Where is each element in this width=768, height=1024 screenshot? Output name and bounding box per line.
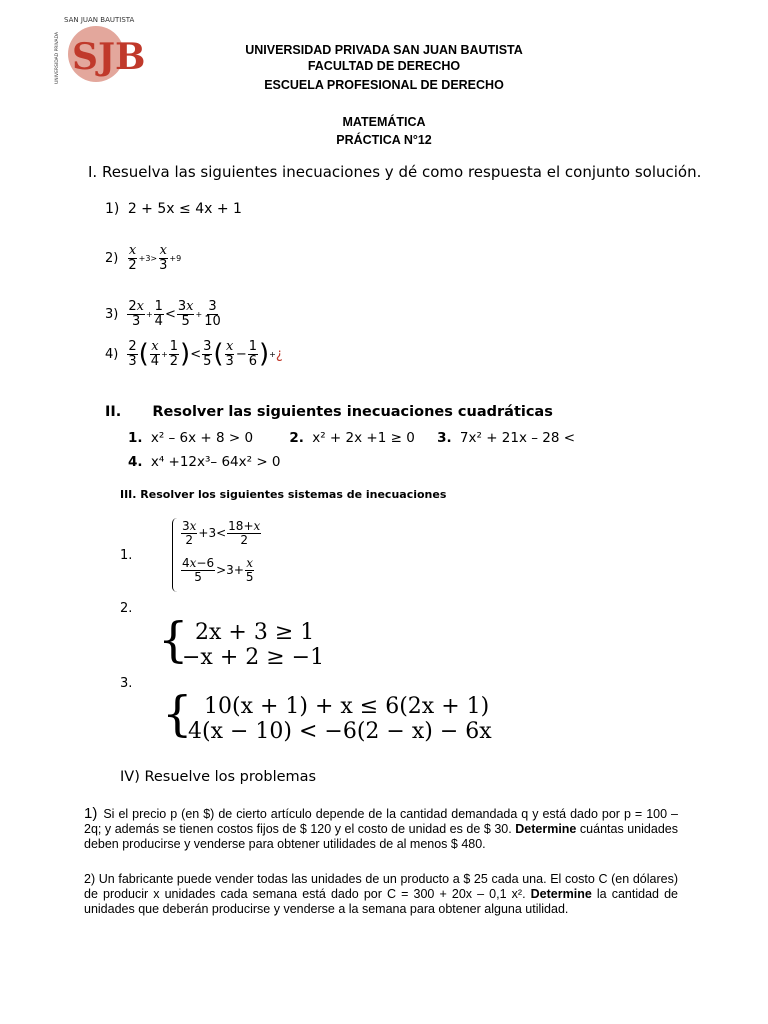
system-2-line1: 2x + 3 ≥ 1 [195,620,315,645]
system-2-brace: { [158,612,189,668]
section2-heading [105,404,553,420]
quad-2: x² + 2x +1 ≥ 0 [312,430,415,446]
system-2-line2: −x + 2 ≥ −1 [182,645,325,670]
quad-4: x⁴ +12x³– 64x² > 0 [150,454,281,470]
ineq-1-expr: 2 + 5x ≤ 4x + 1 [127,201,242,217]
quad-row-2 [128,454,281,470]
ineq-1-num: 1) [105,201,120,217]
header-line1: UNIVERSIDAD PRIVADA SAN JUAN BAUTISTA [245,43,523,57]
problem-2-text: 2) Un fabricante puede vender todas las unidades de un producto a $ 25 cada una. El costo C (en dólares) de producir x unidades cada semana está dado por C = 300 + 20x – 0,1 x². [84,872,678,901]
section4-title: IV) Resuelve los problemas [120,769,317,785]
logo-side: UNIVERSIDAD PRIVADA [55,31,60,84]
system-3-num: 3. [120,676,133,691]
header-line3: ESCUELA PROFESIONAL DE DERECHO [264,78,504,92]
section2-title: Resolver las siguientes inecuaciones cuadráticas [152,404,553,420]
problem-1-text: Si el precio p (en $) de cierto artículo depende de la cantidad demandada q y está dado por p = 100 – 2q; y además se tienen costos fijos de $ 120 y el costo de unidad es de $ 30. [84,807,678,836]
section2-num: II. [105,404,122,420]
quad-1-num: 1. [128,430,143,446]
quad-2-num: 2. [289,430,304,446]
system-1-line1: $\frac{3x}{2}$ +3< $\frac{18+x}{2}$ [182,519,261,547]
quad-3: 7x² + 21x – 28 < [459,430,576,446]
system-3-line2: 4(x − 10) < −6(2 − x) − 6x [188,719,492,744]
header-line2: FACULTAD DE DERECHO [307,59,461,73]
quad-4-num: 4. [128,454,143,470]
quad-row-1 [128,430,575,446]
problem-2-bold: Determine [530,887,592,901]
system-1-num: 1. [120,548,133,563]
problem-1-bold: Determine [515,822,577,836]
system-3-line1: 10(x + 1) + x ≤ 6(2x + 1) [204,694,490,719]
quad-1: x² – 6x + 8 > 0 [150,430,254,446]
logo-brand: SAN JUAN BAUTISTA [64,16,135,24]
ineq-2-num: 2) [105,250,119,266]
problem-1-rest: cuántas unidades deben producirse y venderse para obtener utilidades de al menos $ 480. [84,822,678,851]
quad-3-num: 3. [437,430,452,446]
ineq-3-num: 3) [105,306,119,322]
system-3-brace: { [162,686,193,742]
logo-mark: SJB [72,36,146,78]
ineq-3: 3) $\frac{2x}{3}$ + $\frac{1}{4}$ < $\frac{3x}{5}$ + $\frac{3}{10}$ [105,299,221,329]
system-1-line2: $\frac{4x-6}{5}$ >3+ $\frac{x}{5}$ [182,556,254,584]
ineq-4: 4) $\frac{2}{3}$ ( $\frac{x}{4}$ + $\frac{1}{2}$ ) < $\frac{3}{5}$ ( $\frac{x}{3}$ − $\frac{1}{6}$ ) + ¿ [105,339,283,370]
system-1-brace [172,518,177,592]
practice-title: PRÁCTICA N°12 [336,133,432,147]
ineq-2: 2) $\frac{x}{2}$ +3> $\frac{x}{3}$ +9 [105,243,182,273]
section1-title: I. Resuelva las siguientes inecuaciones y dé como respuesta el conjunto solución. [88,163,702,181]
section3-title: III. Resolver los siguientes sistemas de inecuaciones [120,488,447,501]
ineq-4-num: 4) [105,346,119,362]
problem-1 [84,806,678,852]
ineq-1 [105,201,242,217]
problem-1-num: 1) [84,805,98,822]
problem-2 [84,872,678,917]
system-2-num: 2. [120,601,133,616]
subject-title: MATEMÁTICA [342,115,426,129]
problem-2-rest: la cantidad de unidades que deberán producirse y venderse a la semana para obtener alguna utilidad. [84,887,678,916]
